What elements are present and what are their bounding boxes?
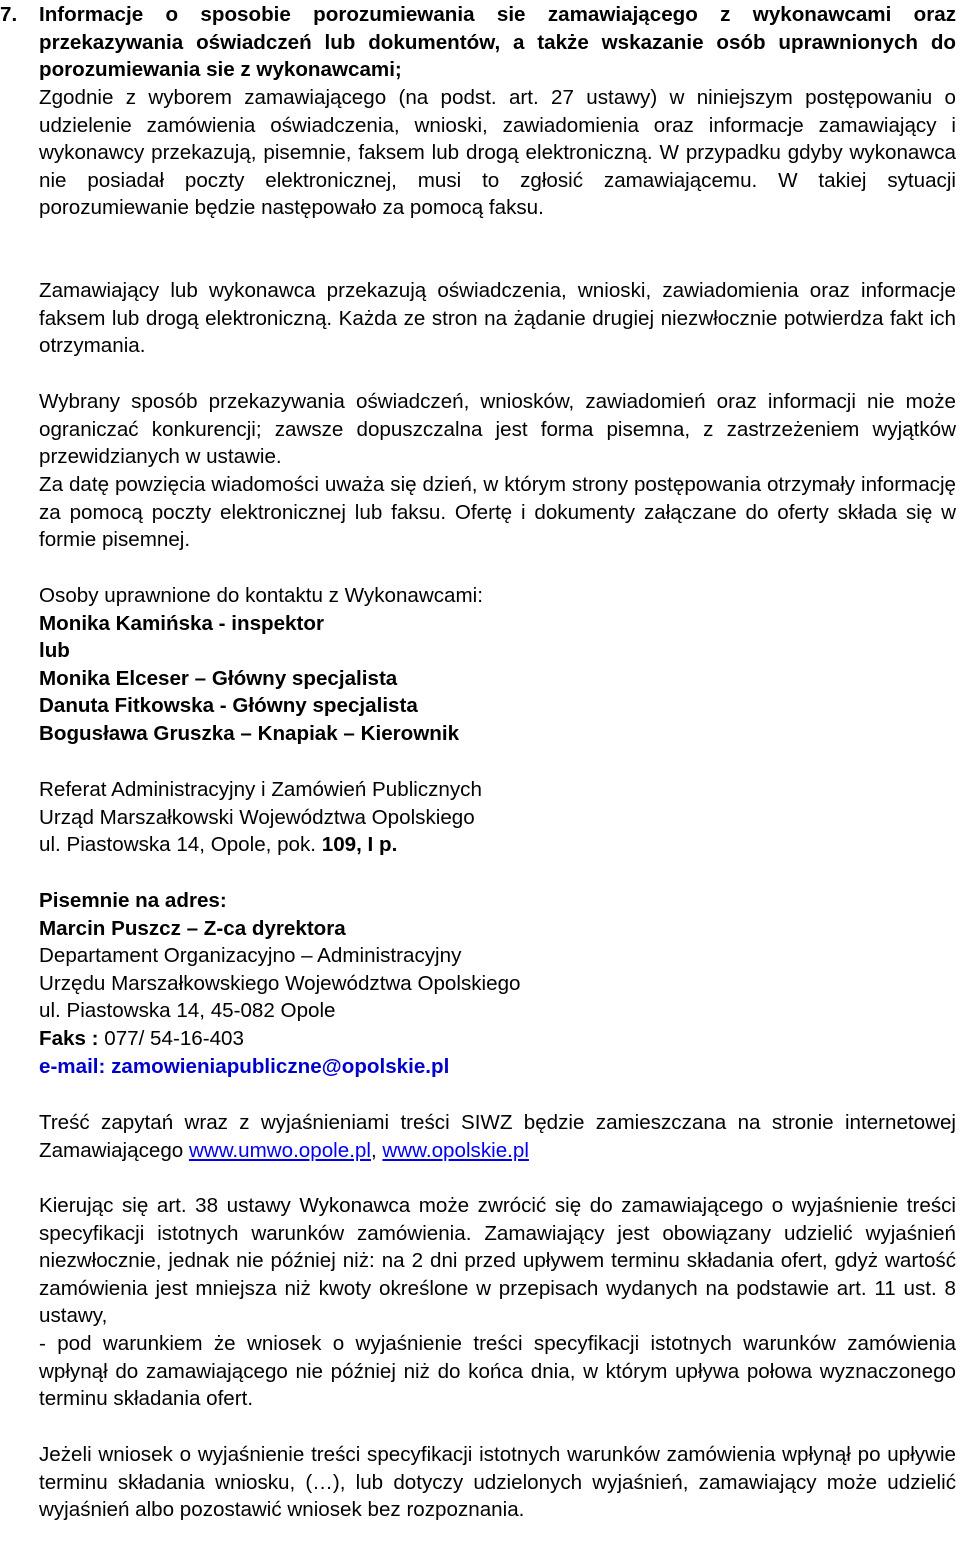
- mailing-address: [39, 887, 956, 1080]
- contact-person: Monika Kamińska - inspektor: [39, 611, 324, 635]
- fax-number: 077/ 54-16-403: [104, 1026, 244, 1050]
- contact-person: Bogusława Gruszka – Knapiak – Kierownik: [39, 721, 460, 745]
- email-line: [39, 1053, 956, 1081]
- contact-person: Monika Elceser – Główny specjalista: [39, 666, 398, 690]
- mailing-department: Departament Organizacyjno – Administracyjny: [39, 944, 462, 968]
- mailing-label: Pisemnie na adres:: [39, 889, 227, 912]
- paragraph-notice-date: Za datę powzięcia wiadomości uważa się dzień, w którym strony postępowania otrzymały informację za pomocą poczty elektronicznej lub faksu. Ofertę i dokumenty załączane do oferty składa się w formie pisemnej.: [39, 473, 956, 552]
- contacts-intro: Osoby uprawnione do kontaktu z Wykonawcami:: [39, 584, 483, 607]
- fax-label: Faks :: [39, 1026, 105, 1050]
- fax-line: [39, 1025, 956, 1053]
- mailing-organization: Urzędu Marszałkowskiego Województwa Opolskiego: [39, 971, 521, 995]
- paragraph-communication-method: Zgodnie z wyborem zamawiającego (na podst. art. 27 ustawy) w niniejszym postępowaniu o udzielenie zamówienia oświadczenia, wnioski, zawiadomienia oraz informacje zamawiający i wykonawcy przekazują, pisemnie, faksem lub drogą elektroniczną. W przypadku gdyby wykonawca nie posiadał poczty elektronicznej, musi to zgłosić zamawiającemu. W takiej sytuacji porozumiewanie będzie następowało za pomocą faksu.: [39, 86, 956, 220]
- paragraph-fax-email: Zamawiający lub wykonawca przekazują oświadczenia, wnioski, zawiadomienia oraz informacje faksem lub drogą elektroniczną. Każda ze stron na żądanie drugiej niezwłocznie potwierdza fakt ich otrzymania.: [39, 279, 956, 358]
- paragraph-communication-limits: Wybrany sposób przekazywania oświadczeń, wniosków, zawiadomień oraz informacji nie może ograniczać konkurencji; zawsze dopuszczalna jest forma pisemna, z zastrzeżeniem wyjątków przewidzianych w ustawie.: [39, 390, 956, 469]
- umwo-link[interactable]: www.umwo.opole.pl: [188, 1138, 371, 1162]
- section-number: 7.: [0, 3, 18, 26]
- office-street: ul. Piastowska 14, Opole, pok. 109, I p.: [39, 833, 398, 857]
- email-label: e-mail:: [39, 1054, 112, 1078]
- mailing-recipient: Marcin Puszcz – Z-ca dyrektora: [39, 916, 346, 940]
- office-room: 109, I p.: [321, 833, 398, 857]
- contact-person: Danuta Fitkowska - Główny specjalista: [39, 694, 418, 718]
- office-address: [39, 776, 956, 859]
- opolskie-link[interactable]: www.opolskie.pl: [382, 1138, 529, 1162]
- mailing-street: ul. Piastowska 14, 45-082 Opole: [39, 999, 336, 1023]
- siwz-paragraph: Treść zapytań wraz z wyjaśnieniami treści SIWZ będzie zamieszczana na stronie internetowej Zamawiającego www.umwo.opole.pl, www.opolskie.pl: [39, 1111, 956, 1162]
- paragraph-clarification-condition: - pod warunkiem że wniosek o wyjaśnienie treści specyfikacji istotnych warunków zamówienia wpłynął do zamawiającego nie później niż do końca dnia, w którym upływa połowa wyznaczonego terminu składania ofert.: [39, 1332, 956, 1411]
- contact-persons: [39, 582, 956, 748]
- office-organization: Urząd Marszałkowski Województwa Opolskiego: [39, 805, 475, 829]
- office-department: Referat Administracyjny i Zamówień Publicznych: [39, 778, 482, 801]
- section-heading: Informacje o sposobie porozumiewania sie zamawiającego z wykonawcami oraz przekazywania oświadczeń lub dokumentów, a także wskazanie osób uprawnionych do porozumiewania sie z wykonawcami;: [39, 3, 956, 82]
- email-address[interactable]: zamowieniapubliczne@opolskie.pl: [111, 1054, 450, 1078]
- contact-or: lub: [39, 639, 70, 663]
- paragraph-clarification-request: Kierując się art. 38 ustawy Wykonawca może zwrócić się do zamawiającego o wyjaśnienie treści specyfikacji istotnych warunków zamówienia. Zamawiający jest obowiązany udzielić wyjaśnień niezwłocznie, jednak nie później niż: na 2 dni przed upływem terminu składania ofert, gdyż wartość zamówienia jest mniejsza niż kwoty określone w przepisach wydanych na podstawie art. 11 ust. 8 ustawy,: [39, 1194, 956, 1328]
- paragraph-late-request: Jeżeli wniosek o wyjaśnienie treści specyfikacji istotnych warunków zamówienia wpłynął po upływie terminu składania wniosku, (…), lub dotyczy udzielonych wyjaśnień, zamawiający może udzielić wyjaśnień albo pozostawić wniosek bez rozpoznania.: [39, 1443, 956, 1522]
